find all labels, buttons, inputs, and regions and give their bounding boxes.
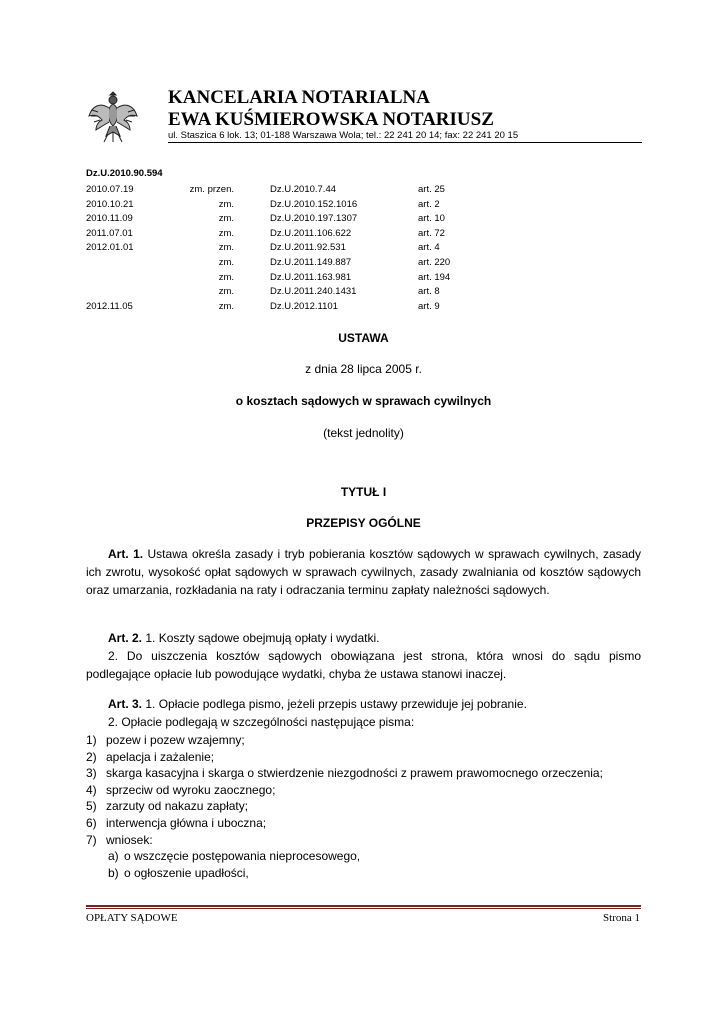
- act-date: z dnia 28 lipca 2005 r.: [305, 362, 422, 376]
- list-item: [86, 815, 646, 832]
- sublist-item-letter: a): [108, 849, 119, 864]
- amendment-row: [86, 228, 466, 243]
- article-3: [86, 696, 641, 732]
- amendment-date: 2010.11.09: [86, 213, 133, 225]
- amendment-ref: Dz.U.2011.106.622: [270, 227, 352, 239]
- amendment-type: zm.: [218, 213, 234, 225]
- list-item: [86, 832, 646, 849]
- amendment-art: art. 2: [418, 198, 440, 210]
- amendment-ref: Dz.U.2011.92.531: [270, 242, 346, 254]
- article-2-label: Art. 2.: [108, 631, 143, 645]
- list-item-number: 3): [86, 766, 97, 781]
- amendments-heading: Dz.U.2010.90.594: [86, 168, 163, 179]
- sublist-item: [86, 865, 646, 882]
- polish-eagle-emblem-icon: [86, 86, 140, 146]
- amendment-row: [86, 213, 466, 228]
- amendment-art: art. 72: [418, 227, 445, 239]
- amendment-row: [86, 272, 466, 287]
- amendment-art: art. 194: [418, 271, 451, 283]
- amendment-row: [86, 286, 466, 301]
- amendment-type: zm.: [218, 242, 234, 254]
- list-item-text: sprzeciw od wyroku zaocznego;: [106, 782, 276, 797]
- amendment-art: art. 25: [418, 184, 445, 195]
- amendment-date: 2010.07.19: [86, 184, 134, 195]
- list-item-number: 2): [86, 749, 97, 764]
- list-item-number: 6): [86, 815, 97, 830]
- article-2-paragraph-1: 1. Koszty sądowe obejmują opłaty i wydatki.: [145, 631, 380, 645]
- list-item-text: apelacja i zażalenie;: [106, 749, 215, 764]
- article-1: [86, 546, 641, 599]
- list-item-number: 7): [86, 832, 97, 847]
- article-2: [86, 630, 641, 683]
- footer-page-number: Strona 1: [603, 912, 640, 924]
- amendment-type: zm.: [218, 198, 234, 210]
- article-3-paragraph-2: 2. Opłacie podlegają w szczególności następujące pisma:: [108, 714, 415, 729]
- act-heading: USTAWA: [338, 331, 389, 345]
- amendment-type: zm.: [218, 271, 234, 283]
- amendment-row: [86, 242, 466, 257]
- title-heading: TYTUŁ I: [340, 485, 387, 499]
- amendment-row: [86, 301, 466, 316]
- sublist-item-text: o ogłoszenie upadłości,: [124, 865, 249, 880]
- list-item-number: 1): [86, 733, 97, 747]
- amendment-row: [86, 184, 466, 199]
- list-item-text: skarga kasacyjna i skarga o stwierdzenie niezgodności z prawem prawomocnego orzeczenia;: [106, 766, 603, 781]
- amendment-date: 2012.11.05: [86, 300, 133, 312]
- article-3-paragraph-1: 1. Opłacie podlega pismo, jeżeli przepis ustawy przewiduje jej pobranie.: [145, 697, 527, 711]
- amendment-date: 2011.07.01: [86, 227, 133, 239]
- sublist-item-letter: b): [108, 865, 119, 880]
- list-item: [86, 732, 646, 749]
- list-item-text: wniosek:: [106, 832, 153, 847]
- amendment-ref: Dz.U.2010.152.1016: [270, 198, 358, 210]
- amendment-ref: Dz.U.2012.1101: [270, 300, 338, 312]
- document-list: [86, 732, 646, 881]
- amendment-row: [86, 199, 466, 214]
- firm-title-line1: KANCELARIA NOTARIALNA: [168, 87, 430, 108]
- amendment-type: zm.: [218, 227, 234, 239]
- amendment-type: zm.: [218, 257, 234, 268]
- sublist-item: [86, 848, 646, 865]
- footer-section-name: OPŁATY SĄDOWE: [86, 912, 178, 924]
- amendment-date: 2012.01.01: [86, 242, 134, 254]
- article-2-paragraph-2: 2. Do uiszczenia kosztów sądowych obowiązana jest strona, która wnosi do sądu pismo podlegające opłacie lub powodujące wydatki, chyba że ustawa stanowi inaczej.: [86, 648, 641, 681]
- sublist-item-text: o wszczęcie postępowania nieprocesowego,: [124, 849, 361, 864]
- amendment-date: 2010.10.21: [86, 198, 134, 210]
- amendment-type: zm. przen.: [189, 184, 234, 195]
- list-item: [86, 749, 646, 766]
- article-1-label: Art. 1.: [108, 547, 144, 561]
- article-3-label: Art. 3.: [108, 697, 143, 711]
- amendment-art: art. 10: [418, 213, 445, 225]
- amendment-ref: Dz.U.2010.197.1307: [270, 213, 358, 225]
- firm-title: [168, 86, 494, 130]
- amendment-art: art. 9: [418, 300, 440, 312]
- list-item-number: 5): [86, 799, 97, 814]
- header-divider: [168, 142, 642, 143]
- amendment-ref: Dz.U.2011.240.1431: [270, 286, 357, 298]
- list-item: [86, 765, 646, 782]
- amendment-row: [86, 257, 466, 272]
- list-item-text: pozew i pozew wzajemny;: [106, 733, 245, 747]
- section-heading: PRZEPISY OGÓLNE: [306, 516, 421, 530]
- amendment-ref: Dz.U.2011.149.887: [270, 257, 352, 268]
- footer-divider-thick: [86, 905, 641, 907]
- article-1-text: Ustawa określa zasady i tryb pobierania kosztów sądowych w sprawach cywilnych, zasady ich zwrotu, wysokość opłat sądowych w sprawach cywilnych, zasady zwalniania od kosztów sądowych oraz umarzania, rozkładania na raty i odraczania terminu zapłaty należności sądowych.: [86, 547, 641, 597]
- amendment-ref: Dz.U.2011.163.981: [270, 271, 352, 283]
- amendment-ref: Dz.U.2010.7.44: [270, 184, 337, 195]
- list-item-number: 4): [86, 782, 97, 797]
- firm-address: ul. Staszica 6 lok. 13; 01-188 Warszawa Wola; tel.: 22 241 20 14; fax: 22 241 20 15: [168, 130, 519, 141]
- list-item-text: interwencja główna i uboczna;: [106, 815, 267, 830]
- list-item: [86, 798, 646, 815]
- amendment-art: art. 8: [418, 286, 440, 298]
- act-note: (tekst jednolity): [323, 426, 404, 440]
- act-subject: o kosztach sądowych w sprawach cywilnych: [235, 394, 492, 408]
- amendment-art: art. 4: [418, 242, 440, 254]
- firm-title-line2: EWA KUŚMIEROWSKA NOTARIUSZ: [168, 109, 494, 130]
- amendment-type: zm.: [218, 286, 234, 298]
- amendment-type: zm.: [218, 300, 234, 312]
- amendment-art: art. 220: [418, 257, 451, 268]
- list-item-text: zarzuty od nakazu zapłaty;: [106, 799, 249, 814]
- list-item: [86, 782, 646, 799]
- footer-divider-thin: [86, 908, 641, 909]
